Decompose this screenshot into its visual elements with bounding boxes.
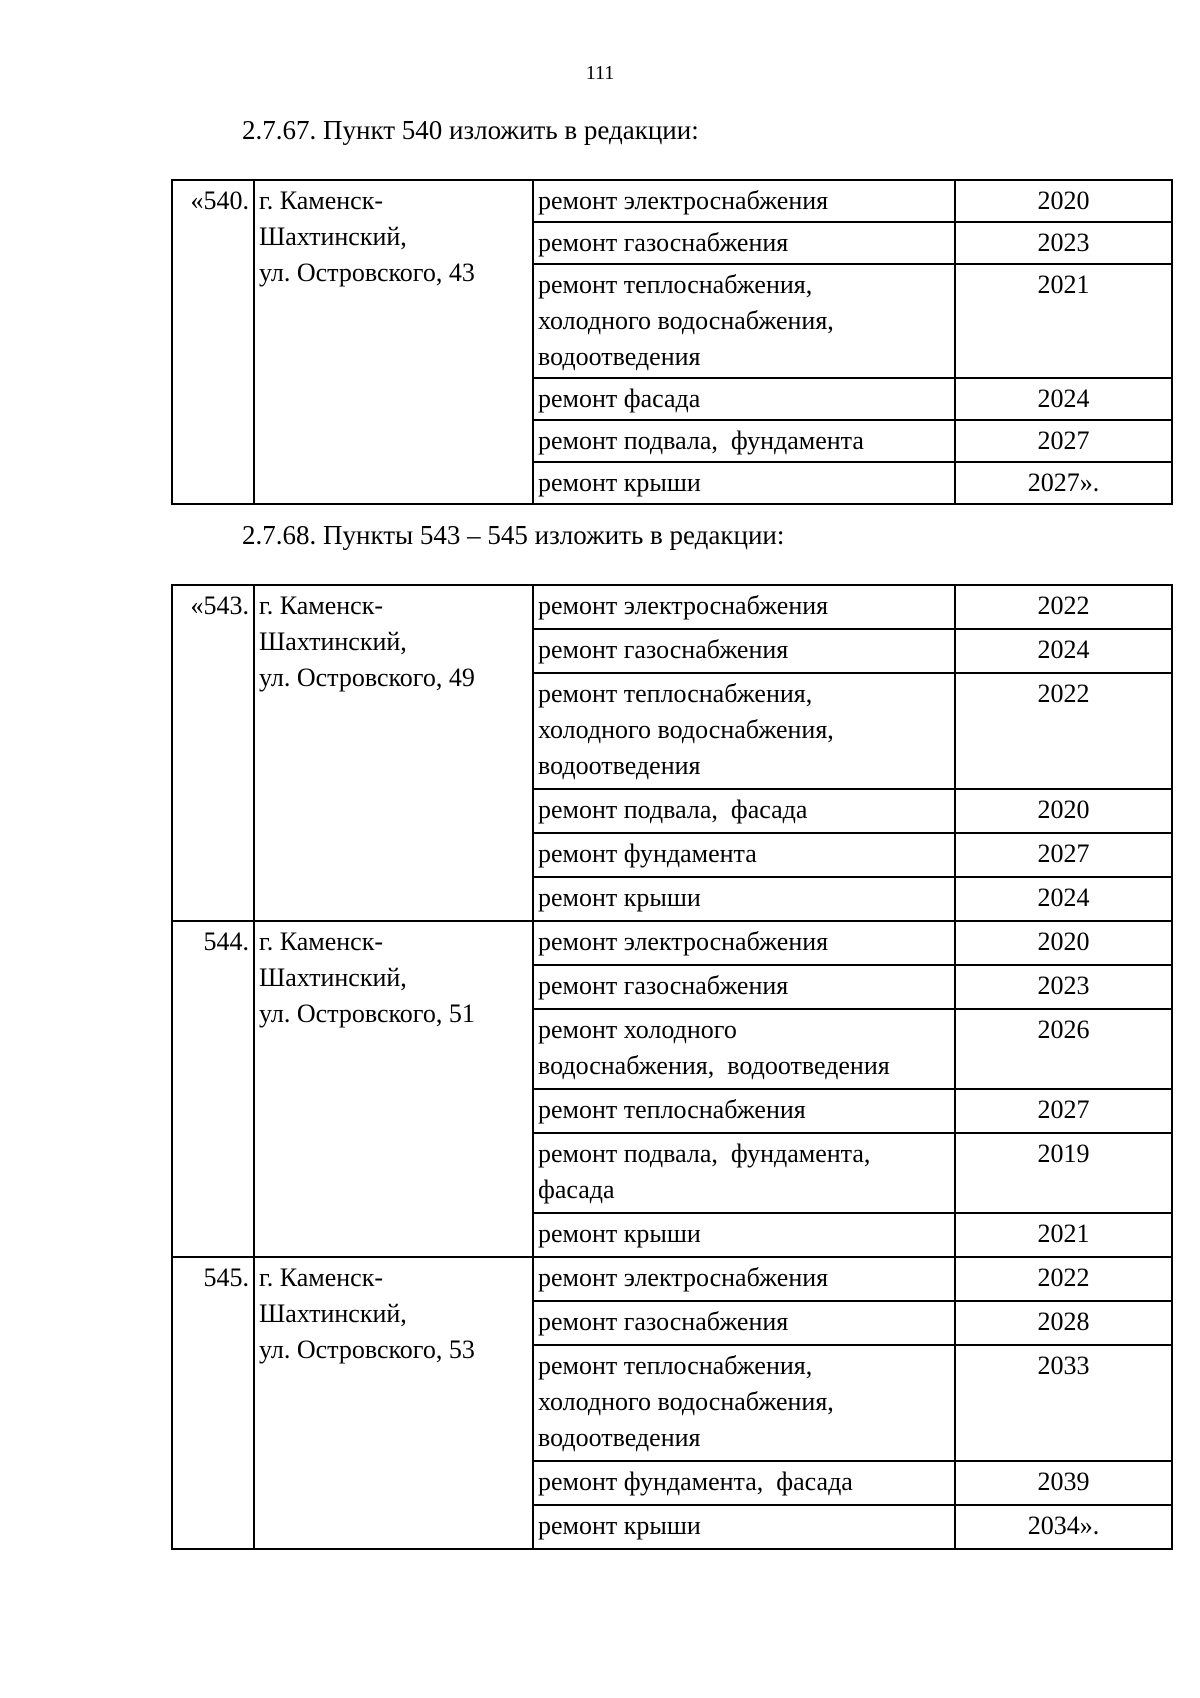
year-cell: 2020 [955,789,1172,833]
work-cell: ремонт теплоснабжения, холодного водоснабжения, водоотведения [533,673,955,789]
work-cell: ремонт газоснабжения [533,965,955,1009]
year-cell: 2027 [955,833,1172,877]
table-row [172,1257,1172,1301]
work-cell: ремонт электроснабжения [533,585,955,629]
year-cell: 2024 [955,629,1172,673]
year-cell: 2024 [955,378,1172,420]
year-cell: 2028 [955,1301,1172,1345]
year-cell: 2027». [955,462,1172,504]
paragraph-2-7-67: 2.7.67. Пункт 540 изложить в редакции: [242,115,699,145]
year-cell: 2034». [955,1505,1172,1549]
work-cell: ремонт газоснабжения [533,1301,955,1345]
year-cell: 2020 [955,180,1172,222]
year-cell: 2019 [955,1133,1172,1213]
work-cell: ремонт электроснабжения [533,180,955,222]
year-cell: 2033 [955,1345,1172,1461]
year-cell: 2027 [955,1089,1172,1133]
work-cell: ремонт фасада [533,378,955,420]
work-cell: ремонт теплоснабжения, холодного водоснабжения, водоотведения [533,264,955,378]
work-cell: ремонт крыши [533,1505,955,1549]
table-row [172,585,1172,629]
page-number: 111 [585,62,615,84]
item-address: г. Каменск- Шахтинский, ул. Островского, 51 [254,921,533,1257]
item-address: г. Каменск- Шахтинский, ул. Островского, 49 [254,585,533,921]
item-number: 545. [172,1257,254,1549]
work-cell: ремонт теплоснабжения, холодного водоснабжения, водоотведения [533,1345,955,1461]
work-cell: ремонт подвала, фасада [533,789,955,833]
item-address: г. Каменск- Шахтинский, ул. Островского, 53 [254,1257,533,1549]
work-cell: ремонт теплоснабжения [533,1089,955,1133]
work-cell: ремонт газоснабжения [533,629,955,673]
year-cell: 2022 [955,585,1172,629]
table-item-540 [171,179,1173,505]
work-cell: ремонт электроснабжения [533,1257,955,1301]
work-cell: ремонт холодного водоснабжения, водоотведения [533,1009,955,1089]
work-cell: ремонт подвала, фундамента, фасада [533,1133,955,1213]
work-cell: ремонт электроснабжения [533,921,955,965]
year-cell: 2023 [955,222,1172,264]
table-row [172,921,1172,965]
year-cell: 2024 [955,877,1172,921]
item-number: «543. [172,585,254,921]
year-cell: 2039 [955,1461,1172,1505]
year-cell: 2027 [955,420,1172,462]
table-row [172,180,1172,222]
work-cell: ремонт фундамента, фасада [533,1461,955,1505]
work-cell: ремонт крыши [533,462,955,504]
work-cell: ремонт подвала, фундамента [533,420,955,462]
table-items-543-545 [171,584,1173,1550]
year-cell: 2022 [955,1257,1172,1301]
year-cell: 2023 [955,965,1172,1009]
year-cell: 2022 [955,673,1172,789]
item-number: «540. [172,180,254,504]
year-cell: 2021 [955,1213,1172,1257]
year-cell: 2021 [955,264,1172,378]
item-number: 544. [172,921,254,1257]
year-cell: 2026 [955,1009,1172,1089]
year-cell: 2020 [955,921,1172,965]
work-cell: ремонт фундамента [533,833,955,877]
work-cell: ремонт крыши [533,877,955,921]
paragraph-2-7-68: 2.7.68. Пункты 543 – 545 изложить в редакции: [242,520,785,550]
work-cell: ремонт газоснабжения [533,222,955,264]
work-cell: ремонт крыши [533,1213,955,1257]
item-address: г. Каменск- Шахтинский, ул. Островского, 43 [254,180,533,504]
